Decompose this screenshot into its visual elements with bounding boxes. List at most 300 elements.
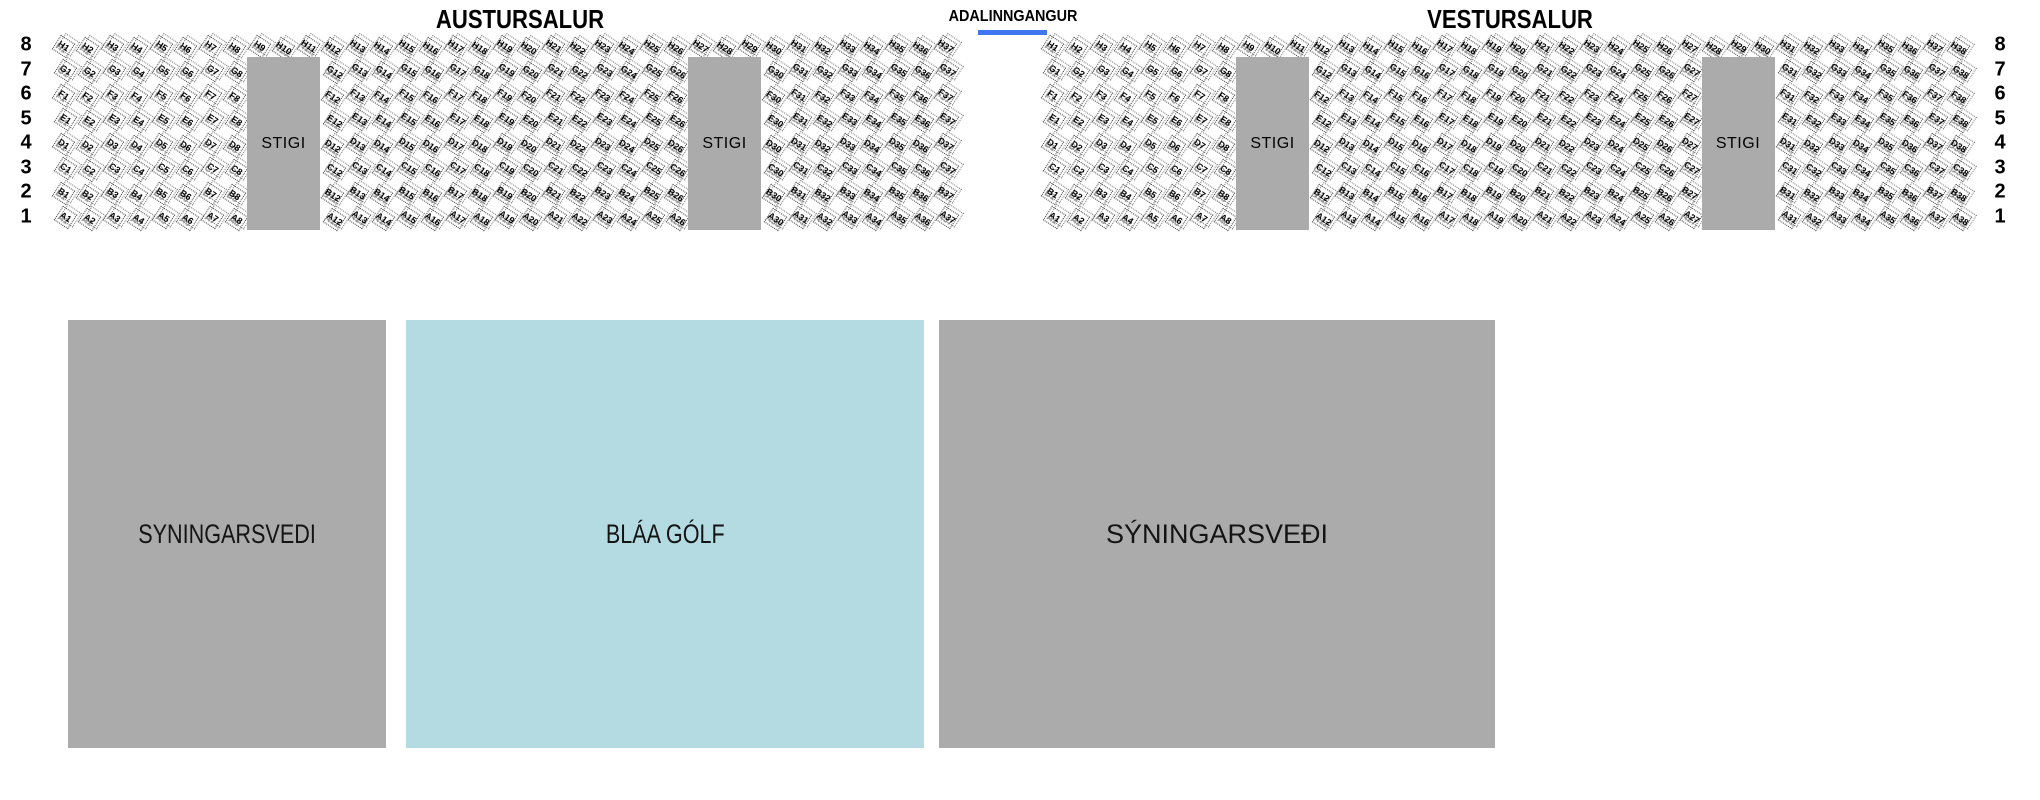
seat-D12[interactable] [1310, 134, 1334, 158]
seat-G13[interactable] [347, 59, 371, 83]
seat-H17[interactable] [443, 34, 467, 58]
seat-A26[interactable] [666, 208, 690, 232]
seat-E26[interactable] [666, 110, 690, 134]
seat-F20[interactable] [517, 85, 541, 109]
seat-E18[interactable] [1459, 110, 1483, 134]
seat-E22[interactable] [1557, 110, 1581, 134]
seat-B13[interactable] [1334, 181, 1358, 205]
seat-E34[interactable] [1851, 110, 1875, 134]
seat-C8[interactable] [225, 159, 249, 183]
seat-H5[interactable] [149, 34, 173, 58]
seat-H8[interactable] [223, 36, 247, 60]
seat-C4[interactable] [127, 159, 151, 183]
seat-D6[interactable] [174, 134, 198, 158]
seat-F19[interactable] [492, 83, 516, 107]
seat-B21[interactable] [541, 181, 565, 205]
seat-E30[interactable] [764, 110, 788, 134]
seat-A15[interactable] [396, 206, 420, 230]
seat-D26[interactable] [1653, 134, 1677, 158]
seat-D7[interactable] [1187, 132, 1211, 156]
seat-H22[interactable] [1555, 36, 1579, 60]
seat-D2[interactable] [76, 134, 100, 158]
seat-F4[interactable] [125, 85, 149, 109]
seat-H2[interactable] [1065, 36, 1089, 60]
seat-G25[interactable] [1630, 59, 1654, 83]
seat-F21[interactable] [1530, 83, 1554, 107]
seat-H19[interactable] [1481, 34, 1505, 58]
seat-F19[interactable] [1481, 83, 1505, 107]
seat-A14[interactable] [1361, 208, 1385, 232]
seat-H31[interactable] [1775, 34, 1799, 58]
seat-D1[interactable] [1040, 132, 1064, 156]
seat-G4[interactable] [1116, 61, 1140, 85]
seat-B19[interactable] [1481, 181, 1505, 205]
seat-B33[interactable] [835, 181, 859, 205]
seat-B23[interactable] [590, 181, 614, 205]
seat-A17[interactable] [1434, 206, 1458, 230]
seat-D18[interactable] [468, 134, 492, 158]
seat-G36[interactable] [1900, 61, 1924, 85]
seat-E6[interactable] [176, 110, 200, 134]
seat-H8[interactable] [1212, 36, 1236, 60]
seat-A33[interactable] [837, 206, 861, 230]
seat-C30[interactable] [764, 159, 788, 183]
seat-H16[interactable] [419, 36, 443, 60]
seat-F6[interactable] [1163, 85, 1187, 109]
seat-E23[interactable] [1581, 108, 1605, 132]
seat-F5[interactable] [1138, 83, 1162, 107]
seat-G16[interactable] [421, 61, 445, 85]
seat-D34[interactable] [860, 134, 884, 158]
seat-C23[interactable] [592, 157, 616, 181]
seat-G34[interactable] [862, 61, 886, 85]
seat-A18[interactable] [470, 208, 494, 232]
seat-F1[interactable] [1040, 83, 1064, 107]
seat-D31[interactable] [786, 132, 810, 156]
seat-D22[interactable] [566, 134, 590, 158]
seat-E21[interactable] [1532, 108, 1556, 132]
seat-F24[interactable] [615, 85, 639, 109]
seat-G35[interactable] [886, 59, 910, 83]
seat-F34[interactable] [860, 85, 884, 109]
seat-H2[interactable] [76, 36, 100, 60]
seat-F8[interactable] [1212, 85, 1236, 109]
seat-C19[interactable] [494, 157, 518, 181]
seat-A16[interactable] [1410, 208, 1434, 232]
seat-A22[interactable] [1557, 208, 1581, 232]
seat-E12[interactable] [1312, 110, 1336, 134]
seat-E4[interactable] [1116, 110, 1140, 134]
seat-F17[interactable] [1432, 83, 1456, 107]
seat-D31[interactable] [1775, 132, 1799, 156]
seat-D35[interactable] [1873, 132, 1897, 156]
seat-D14[interactable] [1359, 134, 1383, 158]
seat-E7[interactable] [1189, 108, 1213, 132]
seat-G8[interactable] [225, 61, 249, 85]
seat-D32[interactable] [1800, 134, 1824, 158]
seat-B15[interactable] [1383, 181, 1407, 205]
seat-C33[interactable] [1826, 157, 1850, 181]
seat-A36[interactable] [1900, 208, 1924, 232]
seat-B20[interactable] [517, 183, 541, 207]
seat-G20[interactable] [519, 61, 543, 85]
seat-C21[interactable] [1532, 157, 1556, 181]
seat-H5[interactable] [1138, 34, 1162, 58]
seat-B27[interactable] [1677, 181, 1701, 205]
seat-D4[interactable] [1114, 134, 1138, 158]
seat-C14[interactable] [1361, 159, 1385, 183]
seat-H11[interactable] [296, 34, 320, 58]
seat-B4[interactable] [1114, 183, 1138, 207]
seat-D34[interactable] [1849, 134, 1873, 158]
seat-C13[interactable] [1336, 157, 1360, 181]
seat-F36[interactable] [909, 85, 933, 109]
seat-F8[interactable] [223, 85, 247, 109]
seat-C5[interactable] [151, 157, 175, 181]
seat-G32[interactable] [1802, 61, 1826, 85]
seat-C2[interactable] [1067, 159, 1091, 183]
seat-H24[interactable] [615, 36, 639, 60]
seat-E33[interactable] [837, 108, 861, 132]
seat-H34[interactable] [1849, 36, 1873, 60]
seat-F20[interactable] [1506, 85, 1530, 109]
seat-C33[interactable] [837, 157, 861, 181]
seat-H32[interactable] [1800, 36, 1824, 60]
seat-H6[interactable] [174, 36, 198, 60]
seat-A31[interactable] [1777, 206, 1801, 230]
seat-D7[interactable] [198, 132, 222, 156]
seat-B30[interactable] [762, 183, 786, 207]
seat-H38[interactable] [1947, 36, 1971, 60]
seat-E27[interactable] [1679, 108, 1703, 132]
seat-C37[interactable] [1924, 157, 1948, 181]
seat-C16[interactable] [421, 159, 445, 183]
seat-H4[interactable] [1114, 36, 1138, 60]
seat-G2[interactable] [1067, 61, 1091, 85]
seat-H6[interactable] [1163, 36, 1187, 60]
seat-B24[interactable] [1604, 183, 1628, 207]
seat-A34[interactable] [1851, 208, 1875, 232]
seat-D36[interactable] [909, 134, 933, 158]
seat-F32[interactable] [811, 85, 835, 109]
seat-B34[interactable] [860, 183, 884, 207]
seat-B35[interactable] [884, 181, 908, 205]
seat-D20[interactable] [517, 134, 541, 158]
seat-E25[interactable] [1630, 108, 1654, 132]
seat-F37[interactable] [933, 83, 957, 107]
seat-D33[interactable] [835, 132, 859, 156]
seat-E16[interactable] [1410, 110, 1434, 134]
seat-G32[interactable] [813, 61, 837, 85]
seat-D33[interactable] [1824, 132, 1848, 156]
seat-C6[interactable] [1165, 159, 1189, 183]
seat-B26[interactable] [664, 183, 688, 207]
seat-F35[interactable] [884, 83, 908, 107]
seat-C12[interactable] [323, 159, 347, 183]
seat-A3[interactable] [1091, 206, 1115, 230]
seat-C1[interactable] [1042, 157, 1066, 181]
seat-D8[interactable] [1212, 134, 1236, 158]
seat-G24[interactable] [1606, 61, 1630, 85]
seat-A35[interactable] [886, 206, 910, 230]
seat-E25[interactable] [641, 108, 665, 132]
seat-E6[interactable] [1165, 110, 1189, 134]
seat-C26[interactable] [1655, 159, 1679, 183]
seat-H24[interactable] [1604, 36, 1628, 60]
seat-F27[interactable] [1677, 83, 1701, 107]
seat-A16[interactable] [421, 208, 445, 232]
seat-F33[interactable] [1824, 83, 1848, 107]
seat-C8[interactable] [1214, 159, 1238, 183]
seat-B6[interactable] [174, 183, 198, 207]
seat-C24[interactable] [1606, 159, 1630, 183]
seat-D13[interactable] [345, 132, 369, 156]
seat-D17[interactable] [1432, 132, 1456, 156]
seat-H35[interactable] [1873, 34, 1897, 58]
seat-B32[interactable] [1800, 183, 1824, 207]
seat-C37[interactable] [935, 157, 959, 181]
seat-H31[interactable] [786, 34, 810, 58]
seat-A20[interactable] [1508, 208, 1532, 232]
seat-G37[interactable] [935, 59, 959, 83]
seat-F7[interactable] [198, 83, 222, 107]
seat-C13[interactable] [347, 157, 371, 181]
seat-H30[interactable] [762, 36, 786, 60]
seat-G7[interactable] [1189, 59, 1213, 83]
seat-B17[interactable] [1432, 181, 1456, 205]
seat-E16[interactable] [421, 110, 445, 134]
seat-F31[interactable] [1775, 83, 1799, 107]
seat-E17[interactable] [445, 108, 469, 132]
seat-F13[interactable] [345, 83, 369, 107]
seat-H26[interactable] [664, 36, 688, 60]
seat-H29[interactable] [737, 34, 761, 58]
seat-E37[interactable] [1924, 108, 1948, 132]
seat-A1[interactable] [53, 206, 77, 230]
seat-A22[interactable] [568, 208, 592, 232]
seat-D16[interactable] [419, 134, 443, 158]
seat-G38[interactable] [1949, 61, 1973, 85]
seat-C34[interactable] [862, 159, 886, 183]
seat-B1[interactable] [1040, 181, 1064, 205]
seat-B6[interactable] [1163, 183, 1187, 207]
seat-C18[interactable] [1459, 159, 1483, 183]
seat-A19[interactable] [1483, 206, 1507, 230]
seat-G1[interactable] [1042, 59, 1066, 83]
seat-A8[interactable] [225, 208, 249, 232]
seat-B34[interactable] [1849, 183, 1873, 207]
seat-D38[interactable] [1947, 134, 1971, 158]
seat-H14[interactable] [370, 36, 394, 60]
seat-A12[interactable] [323, 208, 347, 232]
seat-A6[interactable] [1165, 208, 1189, 232]
seat-D5[interactable] [149, 132, 173, 156]
seat-B31[interactable] [1775, 181, 1799, 205]
seat-H15[interactable] [394, 34, 418, 58]
seat-B22[interactable] [566, 183, 590, 207]
seat-E33[interactable] [1826, 108, 1850, 132]
seat-H19[interactable] [492, 34, 516, 58]
seat-A2[interactable] [1067, 208, 1091, 232]
seat-H21[interactable] [541, 34, 565, 58]
seat-H3[interactable] [100, 34, 124, 58]
seat-F32[interactable] [1800, 85, 1824, 109]
seat-A25[interactable] [1630, 206, 1654, 230]
seat-H33[interactable] [1824, 34, 1848, 58]
seat-F6[interactable] [174, 85, 198, 109]
seat-H26[interactable] [1653, 36, 1677, 60]
seat-H18[interactable] [1457, 36, 1481, 60]
seat-B31[interactable] [786, 181, 810, 205]
seat-E8[interactable] [225, 110, 249, 134]
seat-A21[interactable] [1532, 206, 1556, 230]
seat-C24[interactable] [617, 159, 641, 183]
seat-H22[interactable] [566, 36, 590, 60]
seat-D3[interactable] [100, 132, 124, 156]
seat-H13[interactable] [1334, 34, 1358, 58]
seat-D19[interactable] [492, 132, 516, 156]
seat-H12[interactable] [321, 36, 345, 60]
seat-F17[interactable] [443, 83, 467, 107]
seat-H11[interactable] [1285, 34, 1309, 58]
seat-B14[interactable] [370, 183, 394, 207]
seat-G15[interactable] [1385, 59, 1409, 83]
seat-A38[interactable] [1949, 208, 1973, 232]
seat-E7[interactable] [200, 108, 224, 132]
seat-C20[interactable] [519, 159, 543, 183]
seat-G18[interactable] [470, 61, 494, 85]
seat-G4[interactable] [127, 61, 151, 85]
seat-E36[interactable] [1900, 110, 1924, 134]
seat-E23[interactable] [592, 108, 616, 132]
seat-G3[interactable] [102, 59, 126, 83]
seat-C32[interactable] [813, 159, 837, 183]
seat-B4[interactable] [125, 183, 149, 207]
seat-E3[interactable] [1091, 108, 1115, 132]
seat-G13[interactable] [1336, 59, 1360, 83]
seat-C18[interactable] [470, 159, 494, 183]
seat-B15[interactable] [394, 181, 418, 205]
seat-B26[interactable] [1653, 183, 1677, 207]
seat-C19[interactable] [1483, 157, 1507, 181]
seat-D36[interactable] [1898, 134, 1922, 158]
seat-G27[interactable] [1679, 59, 1703, 83]
seat-E35[interactable] [1875, 108, 1899, 132]
seat-A7[interactable] [200, 206, 224, 230]
seat-C25[interactable] [1630, 157, 1654, 181]
seat-B5[interactable] [1138, 181, 1162, 205]
seat-H9[interactable] [1236, 34, 1260, 58]
seat-H7[interactable] [198, 34, 222, 58]
seat-G21[interactable] [1532, 59, 1556, 83]
seat-F4[interactable] [1114, 85, 1138, 109]
seat-D20[interactable] [1506, 134, 1530, 158]
seat-C34[interactable] [1851, 159, 1875, 183]
seat-C21[interactable] [543, 157, 567, 181]
seat-E19[interactable] [494, 108, 518, 132]
seat-D15[interactable] [394, 132, 418, 156]
seat-H25[interactable] [639, 34, 663, 58]
seat-F1[interactable] [51, 83, 75, 107]
seat-C17[interactable] [1434, 157, 1458, 181]
seat-G26[interactable] [1655, 61, 1679, 85]
seat-A7[interactable] [1189, 206, 1213, 230]
seat-D24[interactable] [1604, 134, 1628, 158]
seat-E24[interactable] [1606, 110, 1630, 134]
seat-G26[interactable] [666, 61, 690, 85]
seat-B17[interactable] [443, 181, 467, 205]
seat-B16[interactable] [1408, 183, 1432, 207]
seat-A34[interactable] [862, 208, 886, 232]
seat-G34[interactable] [1851, 61, 1875, 85]
seat-G22[interactable] [1557, 61, 1581, 85]
seat-D25[interactable] [639, 132, 663, 156]
seat-G21[interactable] [543, 59, 567, 83]
seat-C22[interactable] [568, 159, 592, 183]
seat-A23[interactable] [592, 206, 616, 230]
seat-H16[interactable] [1408, 36, 1432, 60]
seat-G37[interactable] [1924, 59, 1948, 83]
seat-C14[interactable] [372, 159, 396, 183]
seat-H36[interactable] [1898, 36, 1922, 60]
seat-A17[interactable] [445, 206, 469, 230]
seat-E26[interactable] [1655, 110, 1679, 134]
seat-D30[interactable] [762, 134, 786, 158]
seat-C15[interactable] [396, 157, 420, 181]
seat-B7[interactable] [198, 181, 222, 205]
seat-C17[interactable] [445, 157, 469, 181]
seat-F2[interactable] [76, 85, 100, 109]
seat-E5[interactable] [151, 108, 175, 132]
seat-E1[interactable] [1042, 108, 1066, 132]
seat-F21[interactable] [541, 83, 565, 107]
seat-G20[interactable] [1508, 61, 1532, 85]
seat-B20[interactable] [1506, 183, 1530, 207]
seat-H37[interactable] [933, 34, 957, 58]
seat-E2[interactable] [78, 110, 102, 134]
seat-A36[interactable] [911, 208, 935, 232]
seat-F16[interactable] [419, 85, 443, 109]
seat-C32[interactable] [1802, 159, 1826, 183]
seat-A23[interactable] [1581, 206, 1605, 230]
seat-A24[interactable] [617, 208, 641, 232]
seat-G14[interactable] [1361, 61, 1385, 85]
seat-B13[interactable] [345, 181, 369, 205]
seat-H7[interactable] [1187, 34, 1211, 58]
seat-E21[interactable] [543, 108, 567, 132]
seat-D23[interactable] [590, 132, 614, 156]
seat-F35[interactable] [1873, 83, 1897, 107]
seat-F36[interactable] [1898, 85, 1922, 109]
seat-H36[interactable] [909, 36, 933, 60]
seat-D8[interactable] [223, 134, 247, 158]
seat-B12[interactable] [321, 183, 345, 207]
seat-D6[interactable] [1163, 134, 1187, 158]
seat-G5[interactable] [151, 59, 175, 83]
seat-C38[interactable] [1949, 159, 1973, 183]
seat-G8[interactable] [1214, 61, 1238, 85]
seat-F37[interactable] [1922, 83, 1946, 107]
seat-F34[interactable] [1849, 85, 1873, 109]
seat-B1[interactable] [51, 181, 75, 205]
seat-H20[interactable] [517, 36, 541, 60]
seat-F24[interactable] [1604, 85, 1628, 109]
seat-H3[interactable] [1089, 34, 1113, 58]
seat-B24[interactable] [615, 183, 639, 207]
seat-C35[interactable] [1875, 157, 1899, 181]
seat-E8[interactable] [1214, 110, 1238, 134]
seat-E31[interactable] [788, 108, 812, 132]
